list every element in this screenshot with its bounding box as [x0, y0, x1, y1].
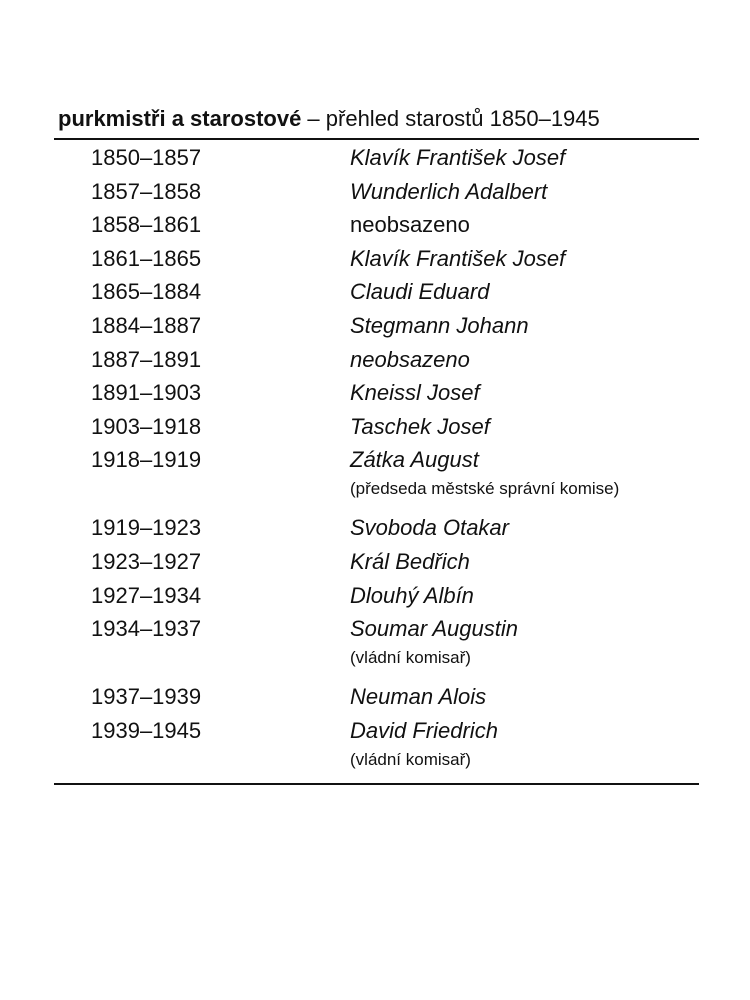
- table-row: [54, 681, 699, 715]
- top-rule: [54, 138, 699, 140]
- table-row: [54, 512, 699, 546]
- table-row: [54, 715, 699, 783]
- table-row: [54, 276, 699, 310]
- mayor-name: Dlouhý Albín: [350, 582, 474, 608]
- mayor-name: Svoboda Otakar: [350, 515, 509, 541]
- mayor-name: David Friedrich: [350, 717, 498, 743]
- table-row: [54, 344, 699, 378]
- table-row: [54, 613, 699, 681]
- table-row: [54, 411, 699, 445]
- table-row: [54, 546, 699, 580]
- term-period: 1865–1884: [91, 279, 202, 305]
- role-note: (předseda městské správní komise): [350, 479, 620, 499]
- table-row: [54, 377, 699, 411]
- term-period: 1858–1861: [91, 212, 202, 238]
- term-period: 1934–1937: [91, 616, 202, 642]
- term-period: 1919–1923: [91, 515, 202, 541]
- heading-subtitle: – přehled starostů 1850–1945: [301, 106, 600, 131]
- table-row: [54, 310, 699, 344]
- term-period: 1884–1887: [91, 312, 202, 338]
- mayor-name: Kneissl Josef: [350, 380, 480, 406]
- mayor-name: Claudi Eduard: [350, 279, 490, 305]
- role-note: (vládní komisař): [350, 648, 471, 668]
- mayor-name: Soumar Augustin: [350, 616, 518, 642]
- mayors-table: [54, 142, 699, 783]
- term-period: 1861–1865: [91, 245, 202, 271]
- term-period: 1891–1903: [91, 380, 202, 406]
- term-period: 1850–1857: [91, 145, 202, 170]
- mayor-name: Král Bedřich: [350, 548, 470, 574]
- table-row: [54, 444, 699, 512]
- table-row: [54, 243, 699, 277]
- mayor-name: Klavík František Josef: [350, 145, 566, 170]
- mayor-name: Zátka August: [350, 447, 479, 473]
- table-row: [54, 176, 699, 210]
- document-heading: [54, 104, 699, 134]
- term-period: 1857–1858: [91, 178, 202, 204]
- term-period: 1923–1927: [91, 548, 202, 574]
- term-period: 1939–1945: [91, 717, 202, 743]
- mayor-name: Neuman Alois: [350, 684, 487, 710]
- mayor-name: neobsazeno: [350, 346, 470, 372]
- mayor-name: neobsazeno: [350, 212, 470, 238]
- term-period: 1927–1934: [91, 582, 202, 608]
- heading-bold-title: purkmistři a starostové: [58, 106, 302, 131]
- role-note: (vládní komisař): [350, 749, 471, 769]
- bottom-rule: [54, 783, 699, 785]
- mayor-name: Wunderlich Adalbert: [350, 178, 548, 204]
- term-period: 1887–1891: [91, 346, 202, 372]
- term-period: 1903–1918: [91, 413, 202, 439]
- mayor-name: Taschek Josef: [350, 413, 490, 439]
- mayor-name: Stegmann Johann: [350, 312, 529, 338]
- mayors-document: [54, 104, 699, 785]
- table-row: [54, 142, 699, 176]
- mayor-name: Klavík František Josef: [350, 245, 566, 271]
- table-row: [54, 209, 699, 243]
- term-period: 1937–1939: [91, 684, 202, 710]
- table-row: [54, 580, 699, 614]
- term-period: 1918–1919: [91, 447, 202, 473]
